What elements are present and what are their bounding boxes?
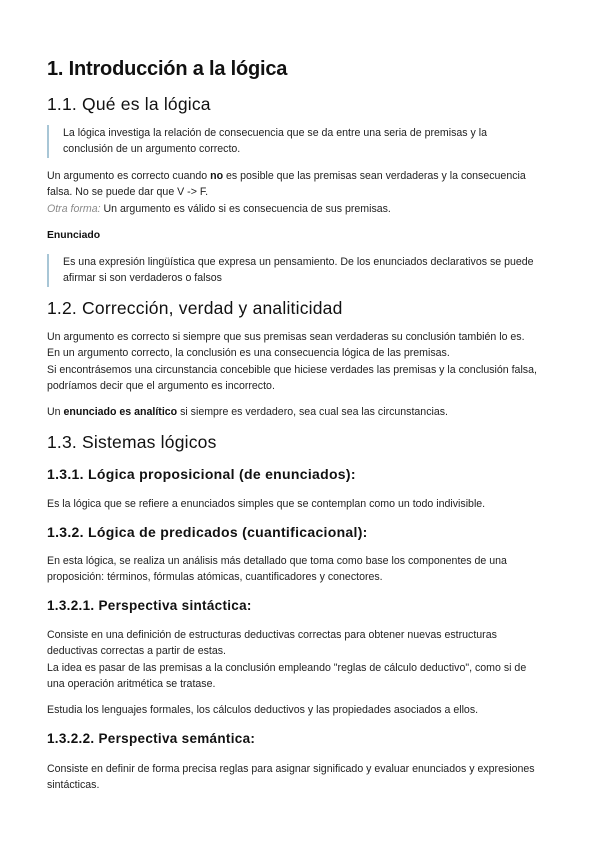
paragraph-formal-languages bbox=[47, 702, 478, 718]
text-line bbox=[47, 201, 526, 217]
text-line bbox=[47, 404, 448, 420]
paragraph-predicates bbox=[47, 553, 507, 586]
text-line: deductivas correctas a partir de estas. bbox=[47, 645, 227, 658]
heading-1-3-2-1: 1.3.2.1. Perspectiva sintáctica: bbox=[47, 598, 252, 613]
paragraph-propositional bbox=[47, 496, 485, 512]
bold-text: enunciado es analítico bbox=[63, 406, 178, 418]
text-line: En un argumento correcto, la conclusión es una consecuencia lógica de las premisas. bbox=[47, 347, 450, 360]
text-line: una operación aritmética se tratase. bbox=[47, 678, 216, 691]
enunciado-label: Enunciado bbox=[47, 230, 101, 241]
page-title: 1. Introducción a la lógica bbox=[47, 58, 288, 80]
text-run: Un argumento es válido si es consecuencia de sus premisas. bbox=[100, 202, 391, 215]
paragraph-syntactic bbox=[47, 627, 526, 693]
text-run: Un argumento es correcto cuando bbox=[47, 170, 211, 182]
text-line: La idea es pasar de las premisas a la conclusión empleando "reglas de cálculo deductivo", como si de bbox=[47, 661, 527, 674]
heading-1-1: 1.1. Qué es la lógica bbox=[47, 94, 211, 114]
text-line: Si encontrásemos una circunstancia concebible que hiciese verdades las premisas y la conclusión falsa, bbox=[47, 363, 537, 376]
text-line: falsa. No se puede dar que V -> F. bbox=[47, 186, 209, 199]
bold-text: no bbox=[210, 170, 224, 182]
paragraph-correct-argument bbox=[47, 168, 526, 217]
paragraph-analytic bbox=[47, 404, 448, 420]
text-line: En esta lógica, se realiza un análisis más detallado que toma como base los componentes de una bbox=[47, 555, 507, 567]
blockquote-enunciado bbox=[47, 254, 563, 287]
paragraph-correction bbox=[47, 329, 537, 395]
text-line: Estudia los lenguajes formales, los cálculos deductivos y las propiedades asociados a ellos. bbox=[47, 704, 479, 716]
otra-forma-label: Otra forma: bbox=[47, 202, 101, 215]
text-run: si siempre es verdadero, sea cual sea las circunstancias. bbox=[177, 406, 448, 418]
quote-line: Es una expresión lingüística que expresa un pensamiento. De los enunciados declarativos se puede bbox=[63, 256, 534, 268]
blockquote-logic-definition bbox=[47, 125, 563, 158]
text-line: Un argumento es correcto si siempre que sus premisas sean verdaderas su conclusión también lo es. bbox=[47, 331, 525, 343]
quote-line: conclusión de un argumento correcto. bbox=[63, 143, 241, 156]
heading-1-3-1: 1.3.1. Lógica proposicional (de enunciados): bbox=[47, 466, 356, 482]
text-line: proposición: términos, fórmulas atómicas, cuantificadores y conectores. bbox=[47, 571, 383, 584]
text-run: Un bbox=[47, 406, 64, 418]
text-line: Es la lógica que se refiere a enunciados simples que se contemplan como un todo indivisible. bbox=[47, 498, 486, 510]
quote-line: afirmar si son verdaderos o falsos bbox=[63, 272, 222, 285]
paragraph-semantic bbox=[47, 761, 535, 794]
heading-1-3: 1.3. Sistemas lógicos bbox=[47, 432, 217, 452]
text-run: es posible que las premisas sean verdaderas y la consecuencia bbox=[223, 170, 526, 182]
text-line: podríamos decir que el argumento es incorrecto. bbox=[47, 380, 275, 393]
text-line: Consiste en una definición de estructuras deductivas correctas para obtener nuevas estructuras bbox=[47, 629, 497, 641]
heading-1-3-2-2: 1.3.2.2. Perspectiva semántica: bbox=[47, 731, 256, 746]
text-line: sintácticas. bbox=[47, 779, 100, 792]
text-line bbox=[47, 168, 526, 184]
heading-1-2: 1.2. Corrección, verdad y analiticidad bbox=[47, 298, 343, 318]
quote-line: La lógica investiga la relación de consecuencia que se da entre una seria de premisas y la bbox=[63, 127, 488, 139]
text-line: Consiste en definir de forma precisa reglas para asignar significado y evaluar enunciados y expresiones bbox=[47, 763, 535, 775]
heading-1-3-2: 1.3.2. Lógica de predicados (cuantificacional): bbox=[47, 524, 368, 540]
